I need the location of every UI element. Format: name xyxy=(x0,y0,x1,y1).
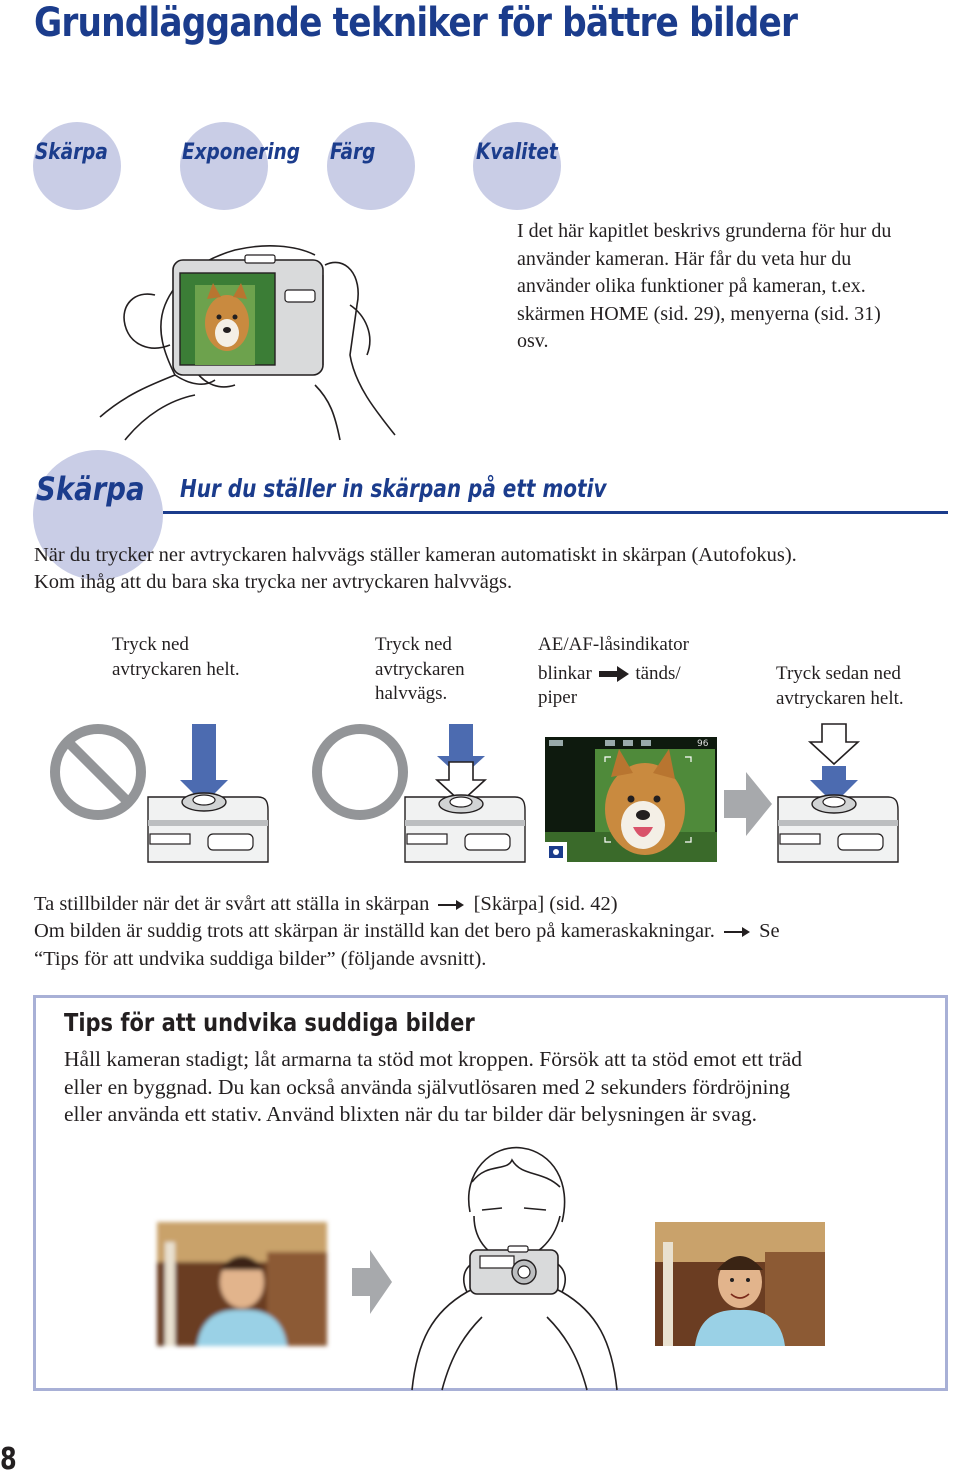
indicator-title: AE/AF-låsindikator xyxy=(538,634,689,655)
section-title: Skärpa xyxy=(36,470,145,508)
ref-line-2 xyxy=(34,918,780,946)
indicator-from: blinkar xyxy=(538,662,592,684)
lcd-shot-count: 96 xyxy=(697,739,709,749)
next-step-arrow-icon xyxy=(352,1250,392,1314)
tips-line: Håll kameran stadigt; låt armarna ta stöd mot kroppen. Försök att ta stöd emot ett träd xyxy=(64,1047,802,1071)
caption-line: avtryckaren helt. xyxy=(112,658,240,680)
intro-line: använder olika funktioner på kameran, t.ex. xyxy=(517,275,866,297)
prohibited-icon xyxy=(48,722,148,822)
ref-link[interactable]: [Skärpa] (sid. 42) xyxy=(473,893,618,915)
page-title: Grundläggande tekniker för bättre bilder xyxy=(34,0,798,46)
dog-photo xyxy=(545,737,717,862)
caption-half xyxy=(375,633,465,707)
right-arrow-icon xyxy=(438,899,464,911)
intro-line: osv. xyxy=(517,330,549,352)
right-arrow-icon xyxy=(597,666,631,682)
caption-line: avtryckaren helt. xyxy=(776,687,904,709)
tab-kvalitet[interactable]: Kvalitet xyxy=(476,140,558,165)
ref-line-3[interactable]: “Tips för att undvika suddiga bilder” (följande avsnitt). xyxy=(34,948,487,970)
intro-line: skärmen HOME (sid. 29), menyerna (sid. 31) xyxy=(517,302,881,325)
ref-text: Om bilden är suddig trots att skärpan är inställd kan det bero på kameraskakningar. xyxy=(34,920,715,942)
camera-top-half-press xyxy=(405,722,527,862)
section-subtitle: Hur du ställer in skärpan på ett motiv xyxy=(180,474,607,503)
indicator-line: piper xyxy=(538,687,578,708)
tab-circle xyxy=(327,122,415,210)
intro-line: använder kameran. Här får du veta hur du xyxy=(517,247,852,270)
ref-line-1 xyxy=(34,891,618,919)
intro-line: I det här kapitlet beskrivs grunderna för hur du xyxy=(517,220,892,242)
ref-text: Ta stillbilder när det är svårt att ställa in skärpan xyxy=(34,893,430,915)
caption-indicator xyxy=(538,633,689,711)
camera-top-full-press xyxy=(148,722,270,862)
tab-circle xyxy=(180,122,268,210)
section-paragraph-line: När du trycker ner avtryckaren halvvägs ställer kameran automatiskt in skärpan (Autofokus). xyxy=(34,544,797,566)
caption-line: Tryck sedan ned xyxy=(776,663,901,684)
tab-exponering[interactable]: Exponering xyxy=(182,140,300,165)
blurry-photo xyxy=(157,1222,327,1346)
caption-line: Tryck ned xyxy=(375,634,452,655)
person-holding-camera-illustration xyxy=(412,1142,617,1390)
caption-line: Tryck ned xyxy=(112,634,189,655)
ok-circle-icon xyxy=(310,722,410,822)
tips-line: eller använda ett stativ. Använd blixten när du tar bilder där belysningen är svag. xyxy=(64,1102,757,1126)
lcd-preview xyxy=(545,737,717,862)
hands-camera-illustration xyxy=(95,235,425,445)
indicator-to: tänds/ xyxy=(635,662,681,684)
section-rule xyxy=(163,511,948,514)
caption-line: avtryckaren xyxy=(375,658,465,680)
tips-line: eller en byggnad. Du kan också använda självutlösaren med 2 sekunders fördröjning xyxy=(64,1074,791,1099)
tips-title: Tips för att undvika suddiga bilder xyxy=(64,1008,475,1037)
next-step-arrow-icon xyxy=(724,772,772,836)
ref-link[interactable]: Se xyxy=(759,920,780,942)
right-arrow-icon xyxy=(724,926,750,938)
tab-farg[interactable]: Färg xyxy=(330,140,376,165)
tab-circle xyxy=(473,122,561,210)
tips-body xyxy=(64,1046,802,1129)
page-number: 8 xyxy=(0,1442,17,1477)
camera-top-press-after-lock xyxy=(778,722,900,862)
sharp-photo xyxy=(655,1222,825,1346)
caption-line: halvvägs. xyxy=(375,683,448,704)
caption-wrong xyxy=(112,633,240,682)
caption-full xyxy=(776,662,904,711)
tab-skarpa[interactable]: Skärpa xyxy=(35,140,108,165)
section-paragraph-line: Kom ihåg att du bara ska trycka ner avtryckaren halvvägs. xyxy=(34,571,513,593)
tab-circle xyxy=(33,122,121,210)
intro-text xyxy=(517,218,947,356)
